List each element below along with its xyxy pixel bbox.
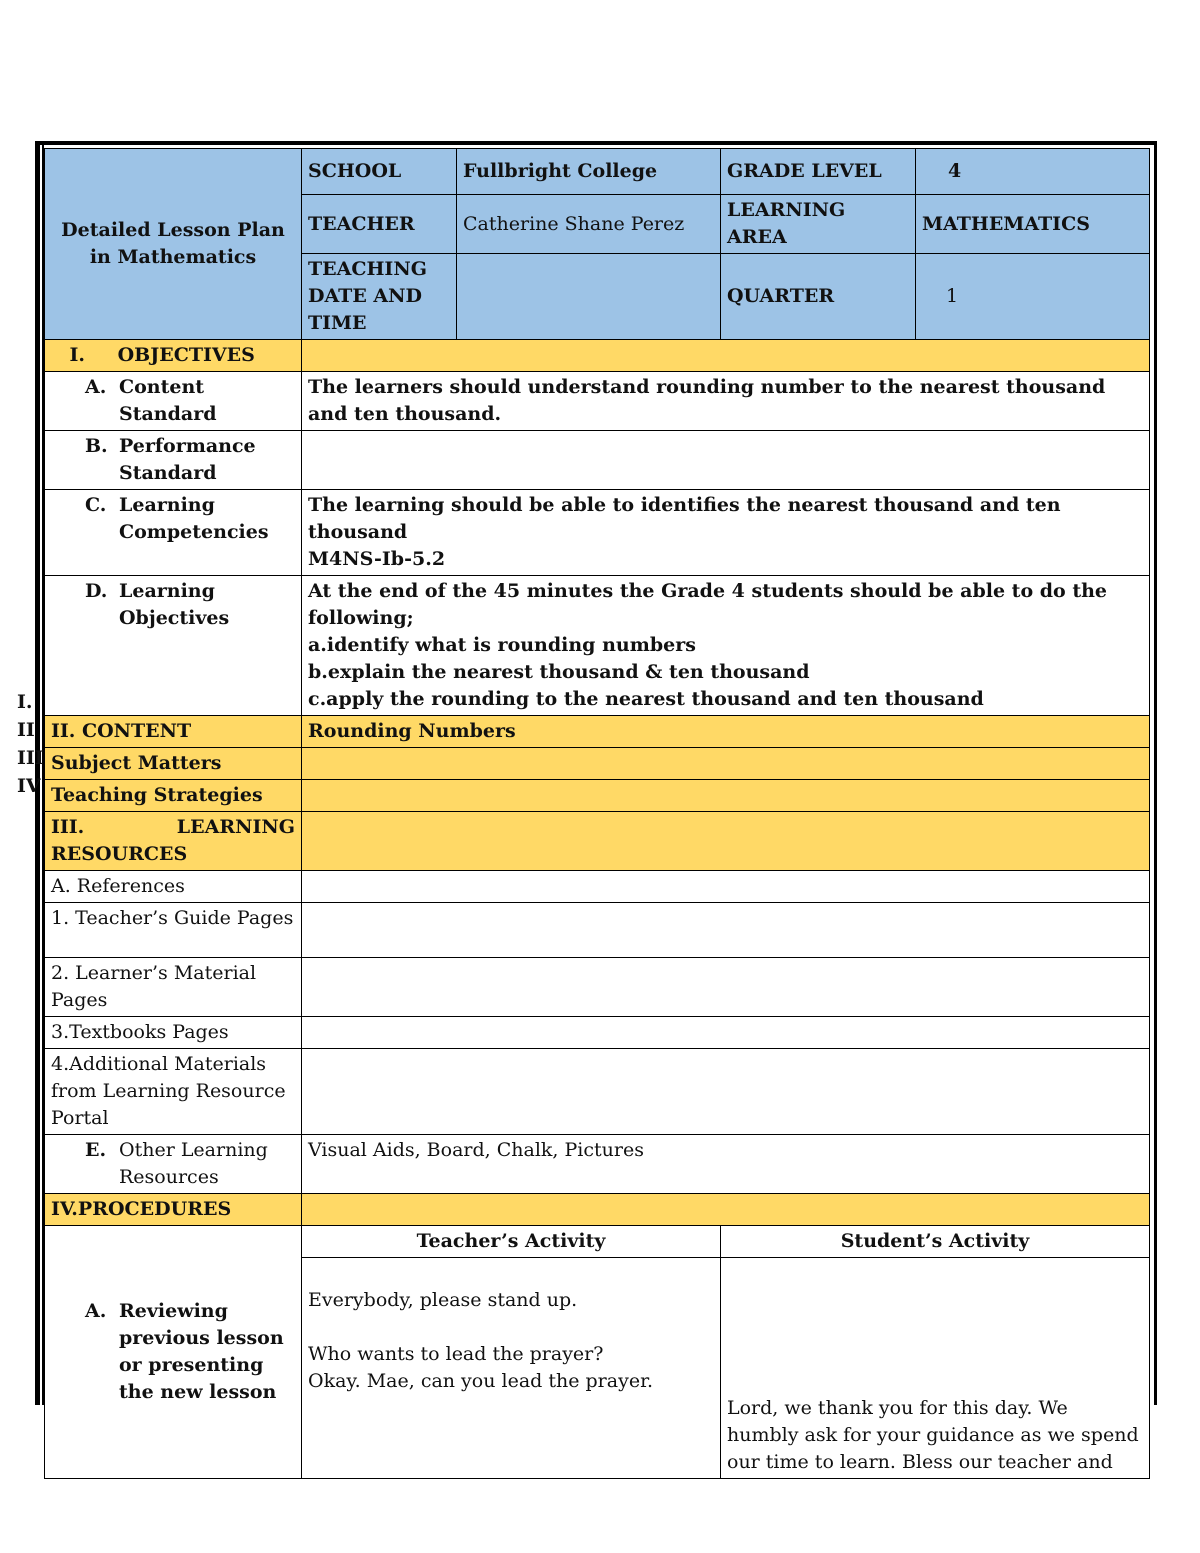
additional-materials-value: [302, 1049, 1150, 1135]
competencies-label: Learning Competencies: [119, 494, 269, 543]
learners-material-label: 2. Learner’s Material Pages: [45, 958, 302, 1017]
teachers-guide-value: [302, 903, 1150, 958]
teacher-value: Catherine Shane Perez: [457, 195, 721, 254]
performance-standard-label-cell: [45, 431, 302, 490]
grade-label: GRADE LEVEL: [721, 149, 916, 195]
learning-objectives-value: [302, 576, 1150, 716]
performance-standard-value: [302, 431, 1150, 490]
school-value: Fullbright College: [457, 149, 721, 195]
other-resources-num: E.: [85, 1139, 107, 1161]
content-value: Rounding Numbers: [302, 716, 1150, 748]
teacher-activity-cell: [302, 1258, 721, 1479]
side-numeral-4: IV: [17, 775, 41, 797]
learning-resources-num: III.: [51, 816, 85, 838]
objectives-title: OBJECTIVES: [117, 344, 255, 366]
teacher-activity-line-1: Everybody, please stand up.: [308, 1289, 578, 1311]
references-label: A. References: [45, 871, 302, 903]
other-resources-value: Visual Aids, Board, Chalk, Pictures: [302, 1135, 1150, 1194]
other-resources-label-cell: [45, 1135, 302, 1194]
textbooks-value: [302, 1017, 1150, 1049]
grade-value: 4: [916, 149, 1150, 195]
teaching-date-value: [457, 254, 721, 340]
learning-area-value: MATHEMATICS: [916, 195, 1150, 254]
subject-matters-label: Subject Matters: [45, 748, 302, 780]
teacher-activity-line-2: Who wants to lead the prayer?: [308, 1343, 604, 1365]
learning-objectives-line-4: c.apply the rounding to the nearest thousand and ten thousand: [308, 688, 984, 710]
side-numeral-3: III: [17, 747, 44, 769]
lesson-plan-table: [44, 148, 1150, 1479]
student-activity-header: Student’s Activity: [721, 1226, 1150, 1258]
reviewing-label-cell: [45, 1226, 302, 1479]
additional-materials-label: 4.Additional Materials from Learning Resource Portal: [45, 1049, 302, 1135]
reviewing-num: A.: [85, 1300, 107, 1322]
learning-objectives-line-3: b.explain the nearest thousand & ten thousand: [308, 661, 810, 683]
teaching-date-label: TEACHING DATE AND TIME: [302, 254, 457, 340]
content-heading: II. CONTENT: [45, 716, 302, 748]
objectives-num: I.: [69, 344, 85, 366]
learners-material-value: [302, 958, 1150, 1017]
learning-objectives-label: Learning Objectives: [119, 580, 230, 629]
competencies-num: C.: [85, 494, 107, 516]
learning-resources-word-2: RESOURCES: [51, 843, 188, 865]
teacher-activity-header: Teacher’s Activity: [302, 1226, 721, 1258]
quarter-value: 1: [916, 254, 1150, 340]
student-activity-cell: [721, 1258, 1150, 1479]
side-numeral-2: II: [17, 719, 35, 741]
other-resources-label: Other Learning Resources: [119, 1139, 268, 1188]
competencies-line-1: The learning should be able to identifies the nearest thousand and ten thousand: [308, 494, 1061, 543]
school-label: SCHOOL: [302, 149, 457, 195]
competencies-line-2: M4NS-Ib-5.2: [308, 548, 446, 570]
content-standard-num: A.: [85, 376, 107, 398]
content-standard-label: Content Standard: [119, 376, 217, 425]
subject-matters-value: [302, 748, 1150, 780]
side-numeral-1: I.: [17, 691, 33, 713]
teacher-activity-line-3: Okay. Mae, can you lead the prayer.: [308, 1370, 654, 1392]
objectives-heading: [45, 340, 302, 372]
content-standard-value: The learners should understand rounding number to the nearest thousand and ten thousand.: [302, 372, 1150, 431]
learning-objectives-line-1: At the end of the 45 minutes the Grade 4 students should be able to do the following;: [308, 580, 1107, 629]
performance-standard-num: B.: [85, 435, 108, 457]
teacher-label: TEACHER: [302, 195, 457, 254]
learning-area-label: LEARNING AREA: [721, 195, 916, 254]
teachers-guide-label: 1. Teacher’s Guide Pages: [45, 903, 302, 958]
learning-resources-fill: [302, 812, 1150, 871]
procedures-heading: IV.PROCEDURES: [45, 1194, 302, 1226]
competencies-label-cell: [45, 490, 302, 576]
procedures-heading-fill: [302, 1194, 1150, 1226]
content-standard-label-cell: [45, 372, 302, 431]
learning-objectives-num: D.: [85, 580, 108, 602]
learning-resources-word-1: LEARNING: [176, 816, 295, 838]
learning-objectives-line-2: a.identify what is rounding numbers: [308, 634, 696, 656]
teaching-strategies-value: [302, 780, 1150, 812]
teaching-strategies-label: Teaching Strategies: [45, 780, 302, 812]
learning-resources-heading: [45, 812, 302, 871]
objectives-heading-fill: [302, 340, 1150, 372]
plan-title: Detailed Lesson Plan in Mathematics: [45, 149, 302, 340]
learning-objectives-label-cell: [45, 576, 302, 716]
textbooks-label: 3.Textbooks Pages: [45, 1017, 302, 1049]
student-activity-text: Lord, we thank you for this day. We humbly ask for your guidance as we spend our time to learn. Bless our teacher and: [727, 1397, 1139, 1473]
references-value: [302, 871, 1150, 903]
performance-standard-label: Performance Standard: [119, 435, 256, 484]
quarter-label: QUARTER: [721, 254, 916, 340]
reviewing-label: Reviewing previous lesson or presenting the new lesson: [119, 1300, 284, 1403]
competencies-value: [302, 490, 1150, 576]
